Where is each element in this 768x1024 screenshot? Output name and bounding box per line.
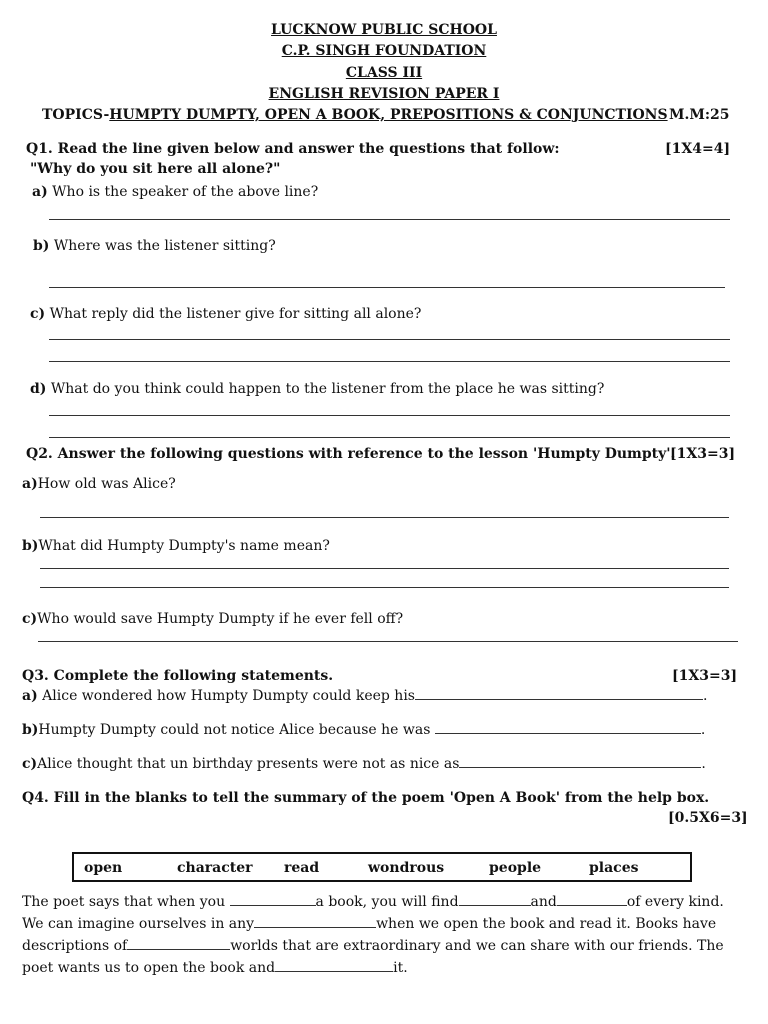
q1-d-text: What do you think could happen to the listener from the place he was sitting? <box>50 381 605 397</box>
fill-blank[interactable] <box>459 766 701 768</box>
help-word: places <box>589 860 639 876</box>
q4-title: Q4. Fill in the blanks to tell the summary of the poem 'Open A Book' from the help box. <box>22 790 710 806</box>
q2-a <box>22 476 176 492</box>
answer-line[interactable] <box>40 587 729 588</box>
class-name: CLASS III <box>345 65 423 81</box>
summary-line-1 <box>22 894 724 910</box>
q1-d-label: d) <box>30 381 47 397</box>
q1-b-label: b) <box>33 238 50 254</box>
fill-blank[interactable] <box>459 904 531 906</box>
q1-d <box>30 381 604 397</box>
answer-line[interactable] <box>49 437 730 438</box>
q1-a-label: a) <box>32 184 48 200</box>
fill-blank[interactable] <box>275 970 393 972</box>
foundation-name: C.P. SINGH FOUNDATION <box>281 43 487 59</box>
summary-text: when we open the book and read it. Books have <box>376 916 717 932</box>
q2-marks: [1X3=3] <box>670 446 736 462</box>
period: . <box>701 756 706 772</box>
q1-a <box>32 184 318 200</box>
q1-c <box>30 306 421 322</box>
summary-line-3 <box>22 938 724 954</box>
q2-title: Q2. Answer the following questions with reference to the lesson 'Humpty Dumpty'. <box>26 446 676 462</box>
answer-line[interactable] <box>49 339 730 340</box>
answer-line[interactable] <box>49 219 730 220</box>
period: . <box>700 722 706 738</box>
fill-blank[interactable] <box>254 926 376 928</box>
q2-b <box>22 538 330 554</box>
q1-a-text: Who is the speaker of the above line? <box>52 184 319 200</box>
q3-b-label: b) <box>22 722 39 738</box>
q1-b <box>33 238 276 254</box>
summary-text: a book, you will find <box>315 894 459 910</box>
help-word: read <box>284 860 320 876</box>
q2-c <box>22 611 403 627</box>
q3-b <box>22 722 705 738</box>
q1-c-label: c) <box>30 306 46 322</box>
help-word: character <box>177 860 253 876</box>
max-marks: M.M:25 <box>669 107 730 123</box>
fill-blank[interactable] <box>435 732 701 734</box>
q2-b-text: What did Humpty Dumpty's name mean? <box>38 538 330 554</box>
summary-text: of every kind. <box>626 894 724 910</box>
topics-line <box>42 107 668 123</box>
topics-text: HUMPTY DUMPTY, OPEN A BOOK, PREPOSITIONS & CONJUNCTIONS <box>109 107 668 123</box>
summary-text: The poet says that when you <box>22 894 226 910</box>
q3-marks: [1X3=3] <box>672 668 738 684</box>
summary-text: worlds that are extraordinary and we can share with our friends. The <box>230 938 724 954</box>
help-word: people <box>489 860 542 876</box>
answer-line[interactable] <box>49 287 725 288</box>
q3-a <box>22 688 707 704</box>
answer-line[interactable] <box>40 568 729 569</box>
topics-label: TOPICS- <box>42 107 110 123</box>
q3-b-text: Humpty Dumpty could not notice Alice because he was <box>38 722 431 738</box>
q3-c <box>22 756 706 772</box>
summary-line-4 <box>22 960 408 976</box>
answer-line[interactable] <box>49 415 730 416</box>
summary-text: We can imagine ourselves in any <box>22 916 255 932</box>
fill-blank[interactable] <box>127 948 230 950</box>
q2-c-label: c) <box>22 611 38 627</box>
q2-c-text: Who would save Humpty Dumpty if he ever fell off? <box>37 611 404 627</box>
answer-line[interactable] <box>49 361 730 362</box>
q1-b-text: Where was the listener sitting? <box>53 238 276 254</box>
fill-blank[interactable] <box>415 698 703 700</box>
answer-line[interactable] <box>38 641 738 642</box>
q3-c-text: Alice thought that un birthday presents were not as nice as <box>37 756 460 772</box>
q3-a-text: Alice wondered how Humpty Dumpty could keep his <box>42 688 415 704</box>
q1-c-text: What reply did the listener give for sitting all alone? <box>49 306 422 322</box>
summary-text: and <box>530 894 557 910</box>
q2-b-label: b) <box>22 538 39 554</box>
q3-a-label: a) <box>22 688 38 704</box>
q3-title: Q3. Complete the following statements. <box>22 668 334 684</box>
period: . <box>702 688 708 704</box>
q1-title: Q1. Read the line given below and answer the questions that follow: <box>26 141 560 157</box>
q1-quote: "Why do you sit here all alone?" <box>30 161 281 177</box>
summary-line-2 <box>22 916 716 932</box>
answer-line[interactable] <box>40 517 729 518</box>
summary-text: poet wants us to open the book and <box>22 960 276 976</box>
q1-marks: [1X4=4] <box>665 141 731 157</box>
q2-a-label: a) <box>22 476 38 492</box>
fill-blank[interactable] <box>230 904 316 906</box>
summary-text: it. <box>393 960 408 976</box>
paper-title: ENGLISH REVISION PAPER I <box>268 86 500 102</box>
q4-marks: [0.5X6=3] <box>668 810 748 826</box>
help-box <box>72 852 692 882</box>
fill-blank[interactable] <box>557 904 627 906</box>
help-word: open <box>84 860 123 876</box>
help-word: wondrous <box>368 860 445 876</box>
summary-text: descriptions of <box>22 938 128 954</box>
q2-a-text: How old was Alice? <box>37 476 176 492</box>
q3-c-label: c) <box>22 756 38 772</box>
school-name: LUCKNOW PUBLIC SCHOOL <box>271 22 497 38</box>
